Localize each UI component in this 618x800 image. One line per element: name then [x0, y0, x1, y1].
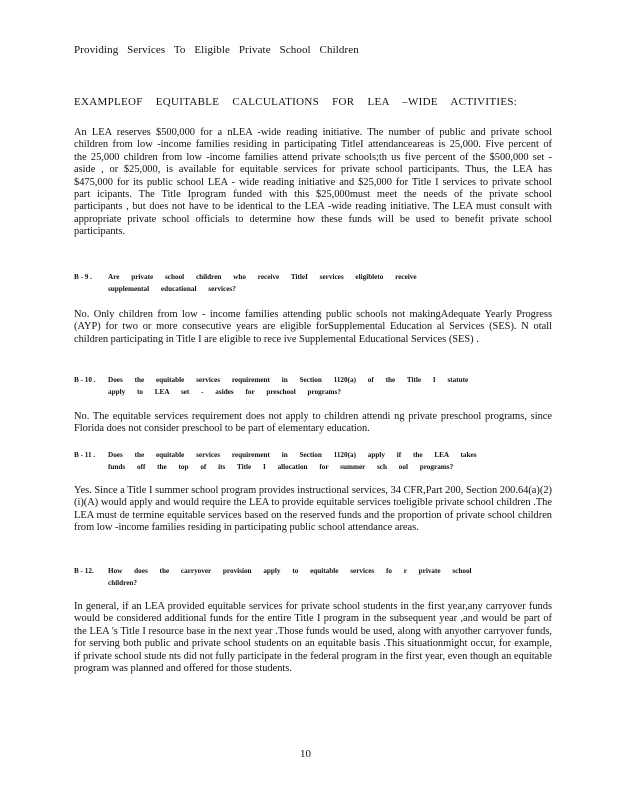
answer-b11: Yes. Since a Title I summer school program provides instructional services, 34 CFR,Part 200, Section 200.64(a)(2)(i)(A) would apply and would require the LEA to provide equitable services toeligible private school children .The LEA must de termine equitable services based on the reserved funds and the proportion of private school children from low -income families residing in participating public school attendance areas. [74, 485, 552, 534]
answer-b9: No. Only children from low - income families attending public schools not makingAdequate Yearly Progress (AYP) for two or more consecutive years are eligible forSupplemental Education al Services (SES). N otall children participating in Title I are eligible to rece ive Supplemental Educational Services (SES) . [74, 309, 552, 345]
running-header: Providing Services To Eligible Private School Children [74, 44, 359, 56]
question-b12 [74, 566, 544, 589]
question-text-line1: Does the equitable services requirement in Section 1120(a) of the Title I statute [108, 376, 469, 384]
example-paragraph: An LEA reserves $500,000 for a nLEA -wide reading initiative. The number of public and private school children from low -income families residing in participating TitleI attendanceareas is 25,000. Five percent of the 25,000 children from low -income families attend private schools;th us five percent of the $500,000 set -aside , or $25,000, is available for equitable services for private school participants. Thus, the LEA has $475,000 for its public school LEA - wide reading initiative and $25,000 for Title I services to private school part icipants. The Title Iprogram funded with this $25,000must meet the needs of the private school participants , but does not have to be identical to the LEA -wide reading initiative. The LEA must consult with appropriate private school officials to determine how these funds will be used to benefit private school participants. [74, 127, 552, 238]
question-b11 [74, 450, 544, 473]
question-text-line2: funds off the top of its Title I allocation for summer sch ool programs? [108, 462, 454, 471]
question-number: B - 12. [74, 567, 94, 575]
question-text-line2: apply to LEA set - asides for preschool programs? [108, 387, 341, 396]
question-text-line2: supplemental educational services? [108, 284, 236, 293]
question-number: B - 10 . [74, 376, 96, 384]
answer-b10: No. The equitable services requirement does not apply to children attendi ng private preschool programs, since Florida does not consider preschool to be part of elementary education. [74, 411, 552, 435]
question-number: B - 11 . [74, 451, 96, 459]
question-text-line1: Are private school children who receive TitleI services eligibleto receive [108, 273, 417, 281]
question-text-line1: How does the carryover provision apply to equitable services fo r private school [108, 567, 472, 575]
question-number: B - 9 . [74, 273, 92, 281]
answer-b12: In general, if an LEA provided equitable services for private school students in the first year,any carryover funds would be considered additional funds for the entire Title I program in the subsequent year ,and would be part of the LEA 's Title I resource base in the next year .Those funds would be used, along with anyother carryover funds, for serving both public and private school students on an equitable basis .This situationmight occur, for example, if private school stude nts did not fully participate in the federal program in the first year, even though an equitable program was planned and offered for those students. [74, 601, 552, 675]
question-b9 [74, 272, 544, 295]
example-heading: EXAMPLEOF EQUITABLE CALCULATIONS FOR LEA –WIDE ACTIVITIES: [74, 96, 518, 108]
page-number: 10 [300, 748, 311, 760]
question-text-line1: Does the equitable services requirement in Section 1120(a) apply if the LEA takes [108, 451, 477, 459]
question-text-line2: children? [108, 578, 138, 587]
question-b10 [74, 375, 544, 398]
